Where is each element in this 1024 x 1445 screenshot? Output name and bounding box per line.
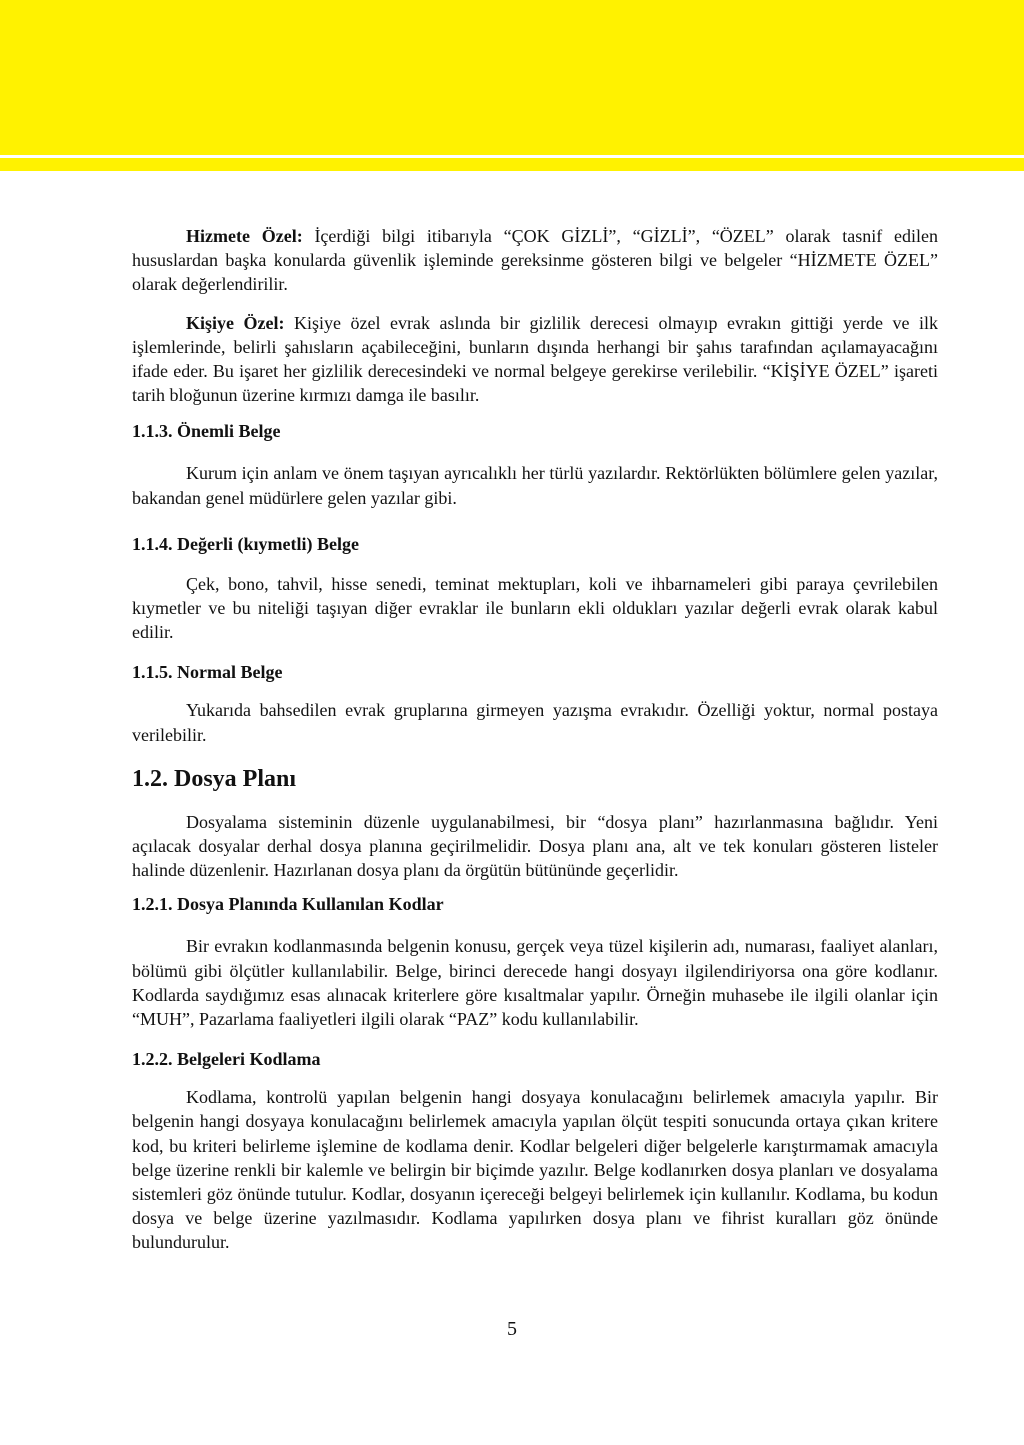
section-heading-113: 1.1.3. Önemli Belge	[132, 421, 281, 442]
section-heading-114: 1.1.4. Değerli (kıymetli) Belge	[132, 533, 359, 554]
paragraph-122: Kodlama, kontrolü yapılan belgenin hangi dosyaya konulacağını belirlemek amacıyla yapılır. Bir belgenin hangi dosyaya konulacağını belirlemek amacıyla yapılan ölçüt tespiti sonucunda ortaya çıkan kritere kod, bu kriteri belirleme işlemine de kodlama denir. Kodlar belgeleri diğer belgelerle karıştırmamak amacıyla belge üzerine renkli bir kalemle ve belirgin bir biçimde yazılır. Belge kodlanırken dosya planları ve dosyalama sistemleri göz önünde tutulur. Kodlar, dosyanın içereceği belgeyi belirlemek için kullanılır. Kodlama, bu kodun dosya ve belge üzerine yazılmasıdır. Kodlama yapılırken dosya planı ve fihrist kuralları göz önünde bulundurulur.	[132, 1087, 938, 1253]
section-heading-115: 1.1.5. Normal Belge	[132, 662, 283, 683]
section-heading-122: 1.2.2. Belgeleri Kodlama	[132, 1049, 321, 1070]
page-content	[132, 224, 938, 1255]
section-heading-121: 1.2.1. Dosya Planında Kullanılan Kodlar	[132, 894, 444, 915]
paragraph-115: Yukarıda bahsedilen evrak gruplarına girmeyen yazışma evrakıdır. Özelliği yoktur, normal postaya verilebilir.	[132, 700, 938, 745]
paragraph-113: Kurum için anlam ve önem taşıyan ayrıcalıklı her türlü yazılardır. Rektörlükten bölümlere gelen yazılar, bakandan genel müdürlere gelen yazılar gibi.	[132, 463, 938, 508]
paragraph-text: İçerdiği bilgi itibarıyla “ÇOK GİZLİ”, “GİZLİ”, “ÖZEL” olarak tasnif edilen hususlardan başka konularda güvenlik işleminde gereksinme gösteren bilgi ve belgeler “HİZMETE ÖZEL” olarak değerlendirilir.	[132, 226, 938, 295]
header-divider	[0, 155, 1024, 158]
paragraph-121: Bir evrakın kodlanmasında belgenin konusu, gerçek veya tüzel kişilerin adı, numarası, faaliyet alanları, bölümü gibi ölçütler kullanılabilir. Belge, birinci derecede hangi dosyayı ilgilendiriyorsa ona göre kodlanır. Kodlarda saydığımız esas alınacak kriterlere göre kısaltmalar yapılır. Örneğin muhasebe ile ilgili olanlar için “MUH”, Pazarlama faaliyetleri ilgili olarak “PAZ” kodu kullanılabilir.	[132, 936, 938, 1030]
paragraph-114: Çek, bono, tahvil, hisse senedi, teminat mektupları, koli ve ihbarnameleri gibi paraya çevrilebilen kıymetler ve bu niteliği taşıyan diğer evraklar ile bunların ekli oldukları yazılar değerli evrak olarak kabul edilir.	[132, 573, 938, 643]
section-heading-12: 1.2. Dosya Planı	[132, 765, 297, 792]
page-number: 5	[507, 1318, 517, 1340]
header-band	[0, 0, 1024, 171]
paragraph-kisiye-ozel	[132, 311, 938, 408]
paragraph-text: Kişiye özel evrak aslında bir gizlilik derecesi olmayıp evrakın gittiği yerde ve ilk işlemlerinde, belirli şahısların açabileceğini, bunların dışında herhangi bir şahıs tarafından açılamayacağını ifade eder. Bu işaret her gizlilik derecesindeki ve normal belgeye gerekirse verilebilir. “KİŞİYE ÖZEL” işareti tarih bloğunun üzerine kırmızı damga ile basılır.	[132, 312, 938, 406]
paragraph-hizmete-ozel	[132, 224, 938, 297]
term-label: Hizmete Özel:	[186, 226, 303, 246]
term-label: Kişiye Özel:	[186, 312, 285, 333]
paragraph-12: Dosyalama sisteminin düzenle uygulanabilmesi, bir “dosya planı” hazırlanmasına bağlıdır. Yeni açılacak dosyalar derhal dosya planına geçirilmelidir. Dosya planı ana, alt ve tek konuları gösteren listeler halinde düzenlenir. Hazırlanan dosya planı da örgütün bütününde geçerlidir.	[132, 811, 938, 881]
